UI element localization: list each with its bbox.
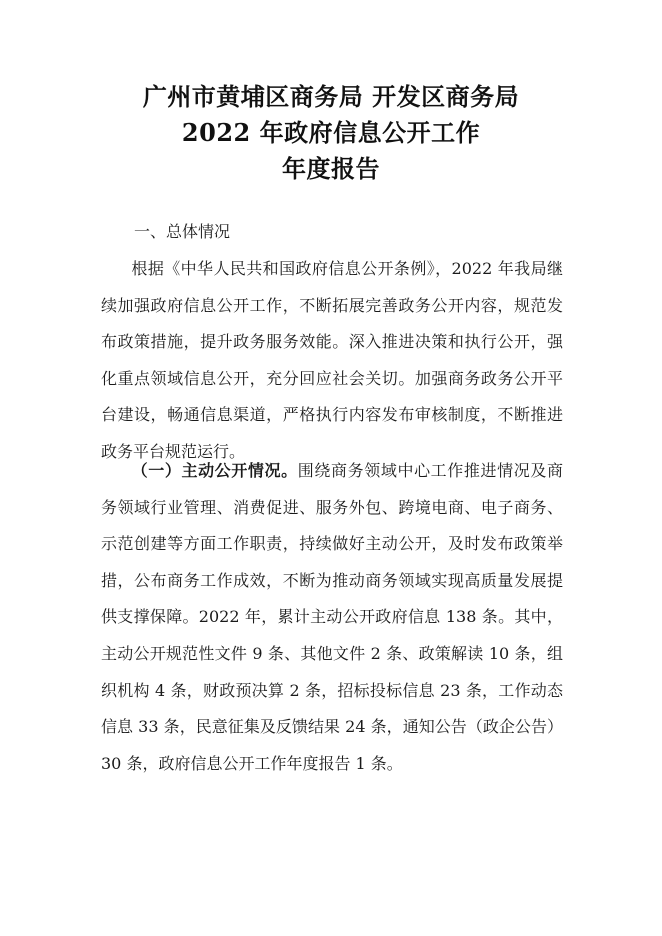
paragraph-overview <box>101 251 563 471</box>
paragraph-active-disclosure-text: 围绕商务领域中心工作推进情况及商务领域行业管理、消费促进、服务外包、跨境电商、电子商务、示范创建等方面工作职责，持续做好主动公开，及时发布政策举措，公布商务工作成效，不断为推动商务领域实现高质量发展提供支撑保障。2022 年，累计主动公开政府信息 138 条。其中，主动公开规范性文件 9 条、其他文件 2 条、政策解读 10 条，组织机构 4 条，财政预决算 2 条，招标投标信息 23 条，工作动态信息 33 条，民意征集及反馈结果 24 条，通知公告（政企公告）30 条，政府信息公开工作年度报告 1 条。 <box>101 461 563 773</box>
paragraph-overview-text: 根据《中华人民共和国政府信息公开条例》，2022 年我局继续加强政府信息公开工作，不断拓展完善政务公开内容，规范发布政策措施，提升政务服务效能。深入推进决策和执行公开，强化重点领域信息公开，充分回应社会关切。加强商务政务公开平台建设，畅通信息渠道，严格执行内容发布审核制度，不断推进政务平台规范运行。 <box>101 259 563 461</box>
document-title-line-2: 2022 年政府信息公开工作 <box>181 118 481 147</box>
paragraph-active-disclosure-lead: （一）主动公开情况。 <box>131 461 298 480</box>
paragraph-active-disclosure <box>101 453 563 782</box>
document-title-line-1: 广州市黄埔区商务局 开发区商务局 <box>142 82 520 111</box>
section-heading-overview: 一、总体情况 <box>134 222 231 241</box>
document-title-line-3: 年度报告 <box>282 154 380 183</box>
